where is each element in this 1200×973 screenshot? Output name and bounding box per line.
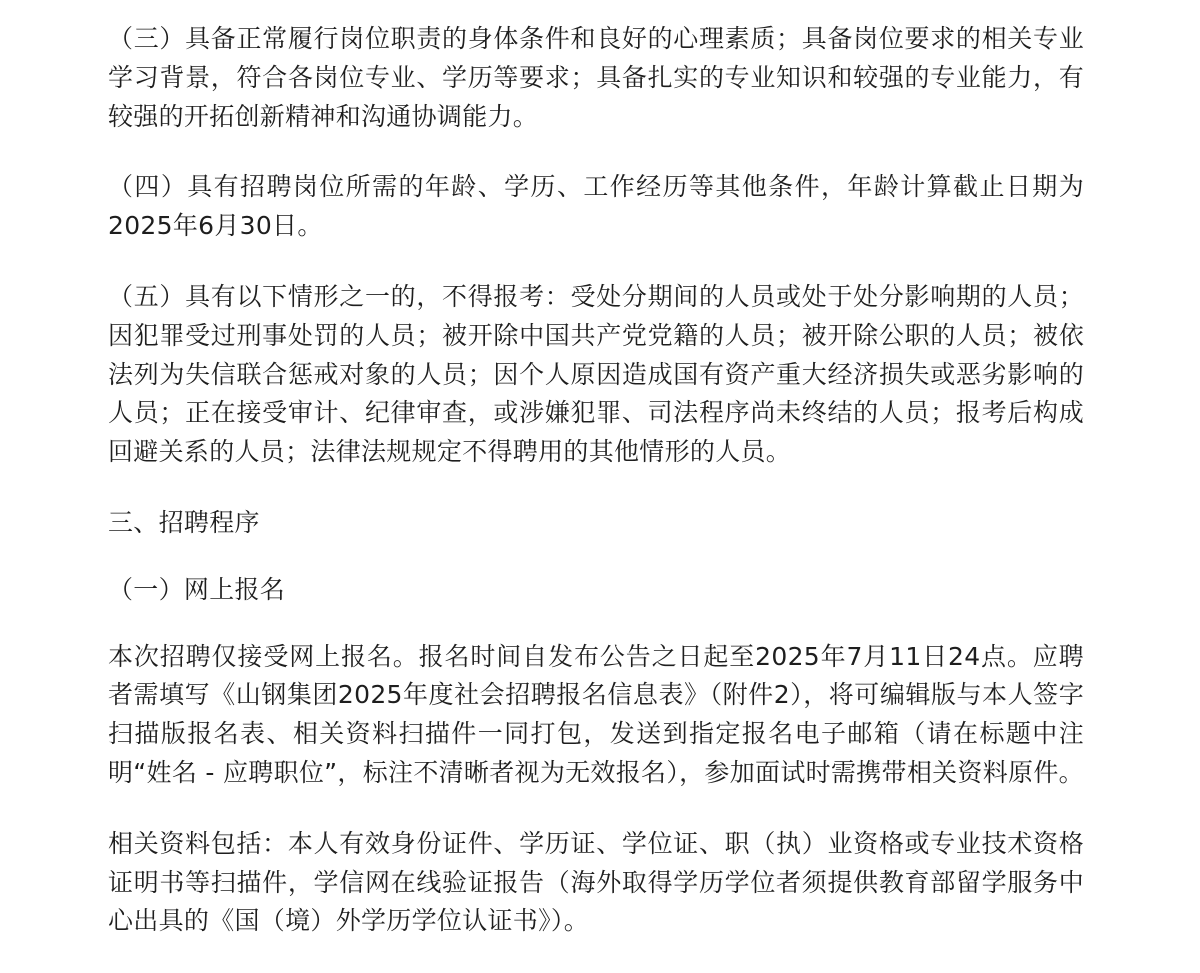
paragraph-item-4: （四）具有招聘岗位所需的年龄、学历、工作经历等其他条件，年龄计算截止日期为2025年6月30日。 <box>108 172 1084 241</box>
paragraph-registration: 本次招聘仅接受网上报名。报名时间自发布公告之日起至2025年7月11日24点。应聘者需填写《山钢集团2025年度社会招聘报名信息表》（附件2），将可编辑版与本人签字扫描版报名表、相关资料扫描件一同打包，发送到指定报名电子邮箱（请在标题中注明“姓名 - 应聘职位”，标注不清晰者视为无效报名），参加面试时需携带相关资料原件。 <box>108 641 1084 787</box>
paragraph-materials: 相关资料包括：本人有效身份证件、学历证、学位证、职（执）业资格或专业技术资格证明书等扫描件，学信网在线验证报告（海外取得学历学位者须提供教育部留学服务中心出具的《国（境）外学历学位认证书》）。 <box>108 828 1084 936</box>
section-heading-recruitment-procedure: 三、招聘程序 <box>108 507 260 537</box>
article-body <box>108 20 1084 941</box>
paragraph-item-5: （五）具有以下情形之一的，不得报考：受处分期间的人员或处于处分影响期的人员；因犯罪受过刑事处罚的人员；被开除中国共产党党籍的人员；被开除公职的人员；被依法列为失信联合惩戒对象的人员；因个人原因造成国有资产重大经济损失或恶劣影响的人员；正在接受审计、纪律审查，或涉嫌犯罪、司法程序尚未终结的人员；报考后构成回避关系的人员；法律法规规定不得聘用的其他情形的人员。 <box>108 281 1084 467</box>
paragraph-item-3: （三）具备正常履行岗位职责的身体条件和良好的心理素质；具备岗位要求的相关专业学习背景，符合各岗位专业、学历等要求；具备扎实的专业知识和较强的专业能力，有较强的开拓创新精神和沟通协调能力。 <box>108 24 1084 131</box>
subsection-heading-online-registration: （一）网上报名 <box>108 574 286 604</box>
